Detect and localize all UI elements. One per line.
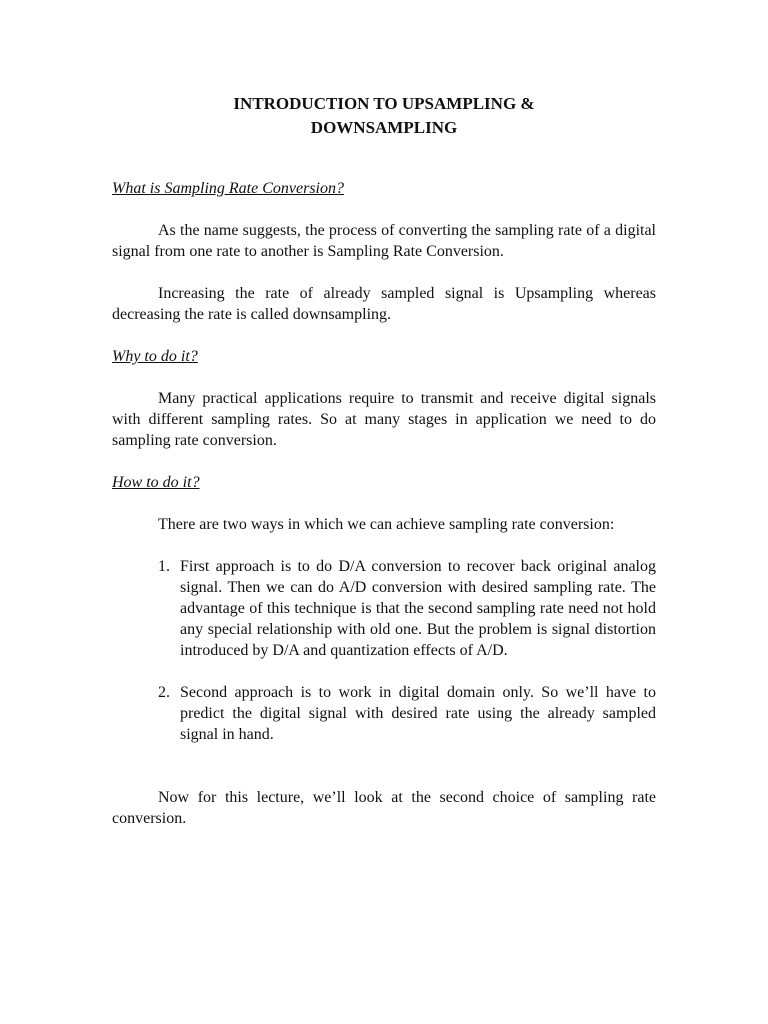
list-item xyxy=(112,556,656,661)
page-title xyxy=(112,92,656,140)
section-heading-how: How to do it? xyxy=(112,474,200,491)
list-item-text: Second approach is to work in digital domain only. So we’ll have to predict the digital signal with desired rate using the already sampled signal in hand. xyxy=(180,684,656,743)
list-item-text: First approach is to do D/A conversion to recover back original analog signal. Then we can do A/D conversion with desired sampling rate. The advantage of this technique is that the second sampling rate need not hold any special relationship with old one. But the problem is signal distortion introduced by D/A and quantization effects of A/D. xyxy=(180,558,656,659)
paragraph-what-2: Increasing the rate of already sampled signal is Upsampling whereas decreasing the rate is called downsampling. xyxy=(112,285,656,323)
list-item xyxy=(112,682,656,745)
paragraph-closing: Now for this lecture, we’ll look at the second choice of sampling rate conversion. xyxy=(112,789,656,827)
section-heading-why: Why to do it? xyxy=(112,348,198,365)
list-item-number: 2. xyxy=(158,684,170,701)
paragraph-what-1: As the name suggests, the process of converting the sampling rate of a digital signal from one rate to another is Sampling Rate Conversion. xyxy=(112,222,656,260)
document-page xyxy=(112,92,656,850)
title-line-1: INTRODUCTION TO UPSAMPLING & xyxy=(233,94,535,113)
approach-list xyxy=(112,556,656,745)
paragraph-how-1: There are two ways in which we can achieve sampling rate conversion: xyxy=(158,516,615,533)
list-item-number: 1. xyxy=(158,558,170,575)
title-line-2: DOWNSAMPLING xyxy=(310,118,458,137)
paragraph-why-1: Many practical applications require to transmit and receive digital signals with different sampling rates. So at many stages in application we need to do sampling rate conversion. xyxy=(112,390,656,449)
section-heading-what: What is Sampling Rate Conversion? xyxy=(112,180,344,197)
